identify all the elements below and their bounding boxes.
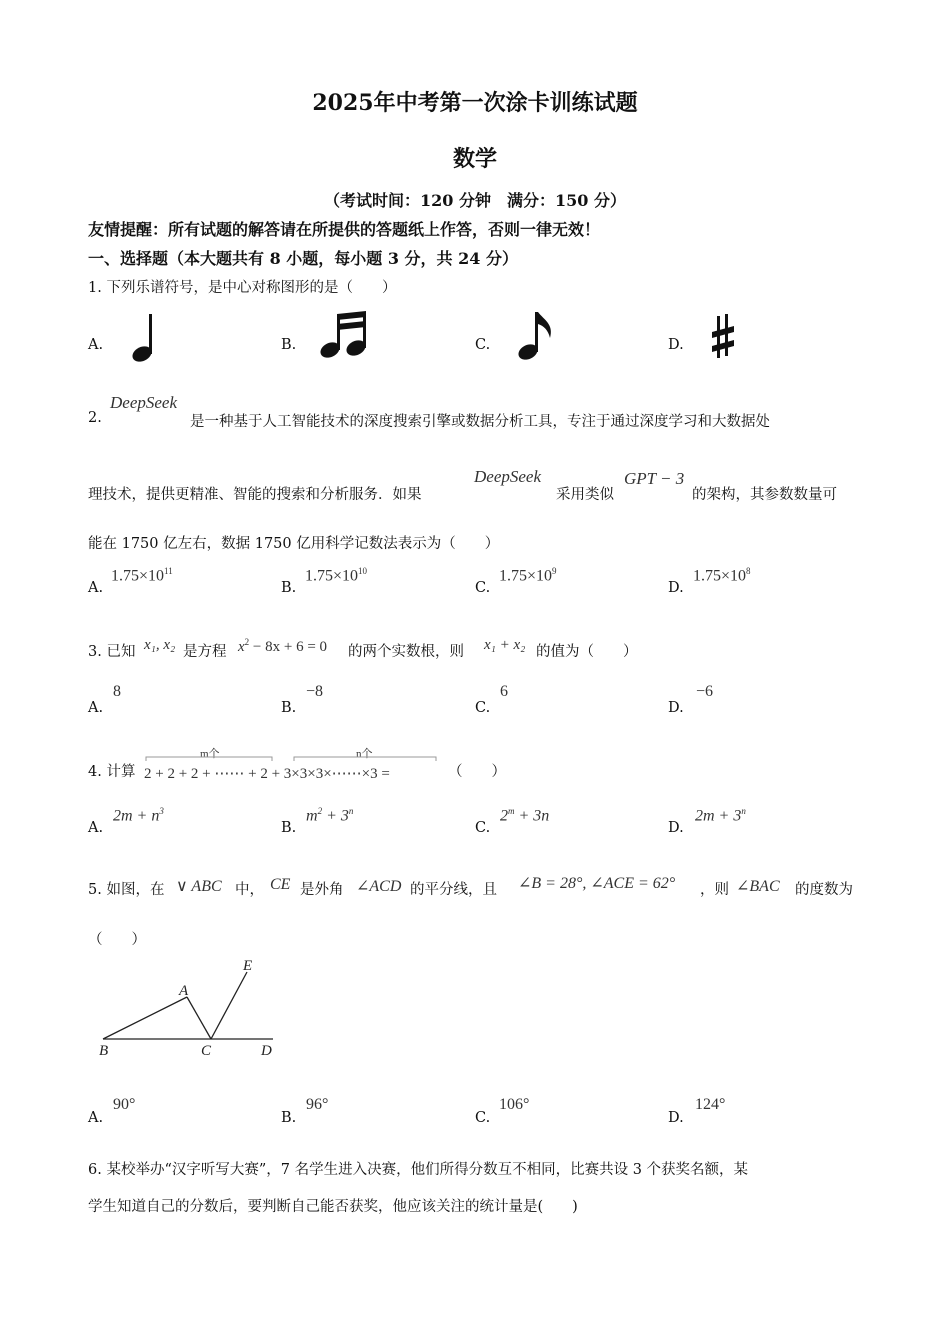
q4-expression: 2 + 2 + 2 + ⋯⋯ + 2 + 3×3×3×⋯⋯×3 = bbox=[144, 766, 390, 782]
q2-number: 2. bbox=[88, 410, 102, 426]
quarter-note-icon bbox=[128, 306, 168, 366]
sharp-sign-icon bbox=[710, 314, 736, 360]
q4-option-d-value: $2m + 3^n$ bbox=[695, 806, 746, 825]
q2-option-b-label: B. bbox=[281, 580, 297, 596]
q5-text-c: 是外角 bbox=[300, 882, 344, 898]
q5-option-d-value: 124° bbox=[695, 1096, 726, 1113]
q2-option-c-value: $1.75\times 10^9$ bbox=[499, 566, 557, 585]
q2-line2c: 的架构，其参数数量可 bbox=[692, 487, 837, 503]
q2-gpt3: GPT − 3 bbox=[624, 469, 685, 488]
q1-option-c-label: C. bbox=[475, 337, 491, 353]
q4-suffix: （ ） bbox=[448, 764, 506, 780]
q5-triangle-figure bbox=[95, 955, 285, 1060]
q4-overbraces bbox=[144, 754, 444, 762]
q4-option-a-label: A. bbox=[88, 820, 104, 836]
q3-option-b-label: B. bbox=[281, 700, 297, 716]
q5-acd: ∠ACD bbox=[356, 878, 402, 895]
q4-option-b-label: B. bbox=[281, 820, 297, 836]
q5-ce: CE bbox=[270, 876, 291, 893]
q4-option-c-label: C. bbox=[475, 820, 491, 836]
beamed-sixteenth-notes-icon bbox=[318, 306, 376, 362]
q2-term-deepseek-2: DeepSeek bbox=[474, 467, 542, 486]
q3-text-c: 的两个实数根，则 bbox=[348, 644, 464, 660]
q5-option-b-value: 96° bbox=[306, 1096, 329, 1113]
q4-option-a-value: $2m + n^3$ bbox=[113, 806, 164, 825]
q3-equation: $x^2 - 8x + 6 = 0$ bbox=[238, 637, 328, 655]
exam-info: （考试时间：120 分钟 满分：150 分） bbox=[324, 191, 626, 210]
q2-option-a-label: A. bbox=[88, 580, 104, 596]
q1-stem: 1. 下列乐谱符号，是中心对称图形的是（ ） bbox=[88, 280, 397, 296]
q5-text-d: 的平分线，且 bbox=[410, 882, 497, 898]
q3-roots: x₁, x₂ bbox=[144, 637, 176, 653]
q5-triangle: ∨ ABC bbox=[176, 878, 222, 895]
q3-text-b: 是方程 bbox=[183, 644, 227, 660]
q2-line1: 是一种基于人工智能技术的深度搜索引擎或数据分析工具，专注于通过深度学习和大数据处 bbox=[190, 414, 770, 430]
q3-option-c-value: 6 bbox=[500, 683, 508, 700]
q5-label-d: D bbox=[261, 1043, 272, 1059]
q5-label-e: E bbox=[243, 958, 253, 974]
q4-overbrace-m: m个 bbox=[200, 748, 220, 760]
subject-title: 数学 bbox=[452, 146, 497, 172]
q4-option-d-label: D. bbox=[668, 820, 684, 836]
q5-paren: （ ） bbox=[88, 932, 146, 948]
q3-option-d-value: −6 bbox=[696, 683, 714, 700]
q3-text-d: 的值为（ ） bbox=[536, 644, 638, 660]
q5-option-a-value: 90° bbox=[113, 1096, 136, 1113]
q5-text-f: 的度数为 bbox=[795, 882, 853, 898]
exam-title: 2025年中考第一次涂卡训练试题 bbox=[312, 90, 638, 116]
q5-bac: ∠BAC bbox=[736, 878, 780, 895]
q5-option-c-label: C. bbox=[475, 1110, 491, 1126]
q5-option-d-label: D. bbox=[668, 1110, 684, 1126]
q5-given: ∠B = 28°, ∠ACE = 62° bbox=[518, 875, 676, 892]
q1-option-d-label: D. bbox=[668, 337, 684, 353]
q6-line1: 6. 某校举办“汉字听写大赛”，7 名学生进入决赛，他们所得分数互不相同，比赛共设 3 个获奖名额，某 bbox=[88, 1162, 749, 1178]
q4-prefix: 4. 计算 bbox=[88, 764, 136, 780]
q2-term-deepseek: DeepSeek bbox=[110, 393, 178, 412]
q2-line3: 能在 1750 亿左右，数据 1750 亿用科学记数法表示为（ ） bbox=[88, 536, 500, 552]
q2-option-c-label: C. bbox=[475, 580, 491, 596]
q1-option-a-label: A. bbox=[88, 337, 104, 353]
q2-option-d-label: D. bbox=[668, 580, 684, 596]
q4-option-b-value: $m^2 + 3^n$ bbox=[306, 806, 354, 825]
q4-option-c-value: $2^m + 3n$ bbox=[500, 806, 550, 825]
q2-option-b-value: $1.75\times 10^{10}$ bbox=[305, 566, 368, 585]
q5-option-a-label: A. bbox=[88, 1110, 104, 1126]
q5-text-e: ，则 bbox=[700, 882, 729, 898]
q6-line2: 学生知道自己的分数后，要判断自己能否获奖，他应该关注的统计量是( ) bbox=[88, 1199, 578, 1215]
q5-option-c-value: 106° bbox=[499, 1096, 530, 1113]
q5-text-b: 中， bbox=[235, 882, 264, 898]
section-heading: 一、选择题（本大题共有 8 小题，每小题 3 分，共 24 分） bbox=[88, 249, 518, 268]
q5-label-b: B bbox=[99, 1043, 109, 1059]
q5-label-c: C bbox=[201, 1043, 212, 1059]
q3-text-a: 3. 已知 bbox=[88, 644, 136, 660]
q5-option-b-label: B. bbox=[281, 1110, 297, 1126]
q3-option-a-value: 8 bbox=[113, 683, 121, 700]
q5-label-a: A bbox=[179, 983, 189, 999]
q4-overbrace-n: n个 bbox=[356, 748, 373, 760]
q5-text-a: 5. 如图，在 bbox=[88, 882, 165, 898]
q3-sum: x₁ + x₂ bbox=[484, 637, 526, 653]
q1-option-b-label: B. bbox=[281, 337, 297, 353]
eighth-note-icon bbox=[514, 306, 558, 364]
q2-option-a-value: $1.75\times 10^{11}$ bbox=[111, 566, 173, 585]
q2-option-d-value: $1.75\times 10^8$ bbox=[693, 566, 751, 585]
q3-option-a-label: A. bbox=[88, 700, 104, 716]
q3-option-c-label: C. bbox=[475, 700, 491, 716]
q2-line2a: 理技术，提供更精准、智能的搜索和分析服务．如果 bbox=[88, 487, 422, 503]
reminder: 友情提醒：所有试题的解答请在所提供的答题纸上作答，否则一律无效！ bbox=[88, 220, 601, 239]
q3-option-b-value: −8 bbox=[306, 683, 324, 700]
q2-line2b: 采用类似 bbox=[556, 487, 614, 503]
q3-option-d-label: D. bbox=[668, 700, 684, 716]
